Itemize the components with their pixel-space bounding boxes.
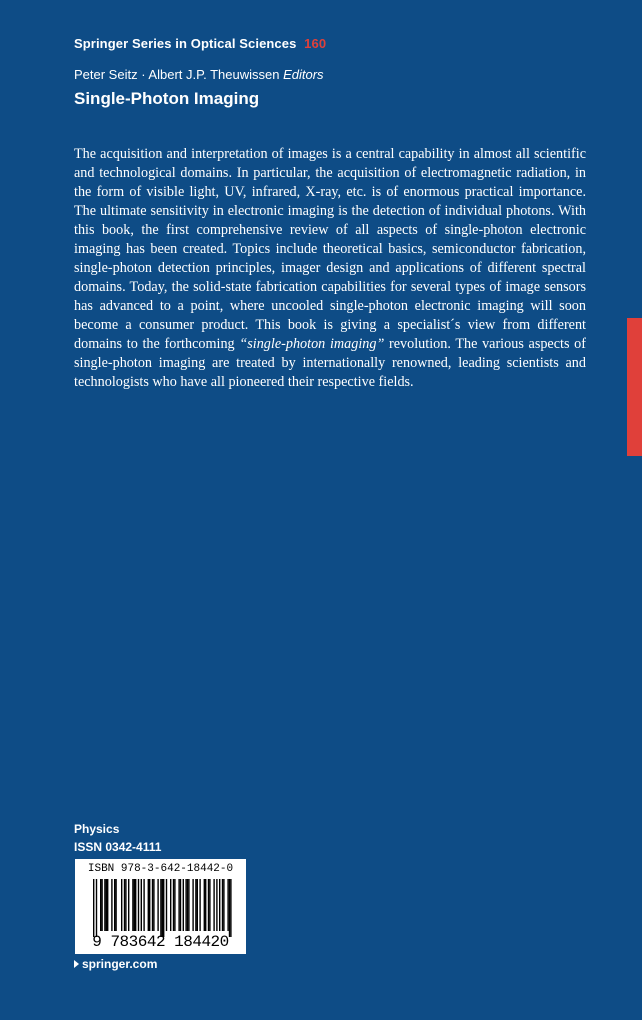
barcode-bar <box>141 879 142 931</box>
barcode-bar <box>162 879 163 937</box>
book-description <box>74 145 586 392</box>
barcode-bar <box>104 879 105 931</box>
series-name: Springer Series in Optical Sciences <box>74 36 297 51</box>
barcode-bar <box>230 879 231 937</box>
barcode-bar <box>93 879 94 937</box>
barcode-bar <box>152 879 153 931</box>
ean-digits: 9 783642 184420 <box>92 933 229 951</box>
barcode-bar <box>205 879 206 931</box>
barcode-bar <box>135 879 136 931</box>
barcode-bar <box>157 879 158 931</box>
barcode-bar <box>107 879 108 931</box>
barcode-bar <box>213 879 214 931</box>
barcode-bar <box>115 879 116 931</box>
isbn-label: ISBN 978-3-642-18442-0 <box>87 863 234 875</box>
barcode-bar <box>192 879 193 931</box>
barcode-bar <box>160 879 161 937</box>
barcode-bar <box>96 879 97 937</box>
barcode-bar <box>183 879 184 931</box>
description-emphasis: “single-photon imaging” <box>239 336 385 352</box>
barcode-bar <box>229 879 230 937</box>
barcode-bar <box>208 879 209 931</box>
barcode-bar <box>227 879 228 931</box>
barcode-bar <box>222 879 223 931</box>
editors-line <box>74 67 324 82</box>
barcode-bar <box>199 879 200 931</box>
description-part-2: revolution. The various aspects of single-photon imaging are treated by internationally renowned, leading scientists and technologists who have all pioneered their respective fields. <box>74 336 586 390</box>
barcode-bar <box>174 879 175 931</box>
barcode-bar <box>100 879 101 931</box>
book-title: Single-Photon Imaging <box>74 89 260 108</box>
barcode-bar <box>128 879 129 931</box>
barcode-bar <box>173 879 174 931</box>
description-part-1: The acquisition and interpretation of images is a central capability in almost all scientific and technological domains. In particular, the acquisition of electromagnetic radiation, in the form of visible light, UV, infrared, X-ray, etc. is of enormous practical importance. The ultimate sensitivity in electronic imaging is the detection of individual photons. With this book, the first comprehensive review of all aspects of single-photon electronic imaging has been created. Topics include theoretical basics, semiconductor fabrication, single-photon detection principles, imager design and applications of different spectral domains. Today, the solid-state fabrication capabilities for several types of image sensors has advanced to a point, where uncooled single-photon electronic imaging will soon become a consumer product. This book is giving a specialist´s view from different domains to the forthcoming <box>74 146 586 352</box>
issn-label: ISSN 0342-4111 <box>74 840 162 854</box>
barcode-bar <box>138 879 139 931</box>
barcode-bar <box>178 879 179 931</box>
barcode-bar <box>149 879 150 931</box>
barcode-bar <box>216 879 217 931</box>
barcode-bar <box>187 879 188 931</box>
barcode-bar <box>188 879 189 931</box>
barcode-bar <box>121 879 122 931</box>
spine-color-tab <box>627 318 642 456</box>
publisher-url: springer.com <box>82 957 158 971</box>
editor-names: Peter Seitz · Albert J.P. Theuwissen <box>74 67 280 82</box>
barcode-bar <box>101 879 102 931</box>
barcode-bar <box>134 879 135 931</box>
barcode-bar <box>209 879 210 931</box>
barcode-bar <box>114 879 115 931</box>
barcode-bar <box>111 879 112 931</box>
barcode-bar <box>153 879 154 931</box>
series-line <box>74 36 326 51</box>
barcode-bar <box>125 879 126 931</box>
barcode-bar <box>180 879 181 931</box>
barcode-bar <box>197 879 198 931</box>
barcode-bar <box>223 879 224 931</box>
barcode-bar <box>124 879 125 931</box>
subject-label: Physics <box>74 822 120 836</box>
barcode-bar <box>166 879 167 931</box>
barcode-bar <box>143 879 144 931</box>
barcode-bar <box>195 879 196 931</box>
barcode-bar <box>204 879 205 931</box>
barcode-bar <box>170 879 171 931</box>
barcode-bar <box>185 879 186 931</box>
series-number: 160 <box>304 36 327 51</box>
editor-role: Editors <box>283 67 324 82</box>
arrow-right-icon <box>74 960 79 968</box>
barcode <box>75 859 246 954</box>
barcode-bar <box>132 879 133 931</box>
barcode-bar <box>148 879 149 931</box>
barcode-bar <box>163 879 164 937</box>
publisher-link[interactable] <box>74 957 157 971</box>
barcode-bar <box>219 879 220 931</box>
barcode-bar <box>106 879 107 931</box>
